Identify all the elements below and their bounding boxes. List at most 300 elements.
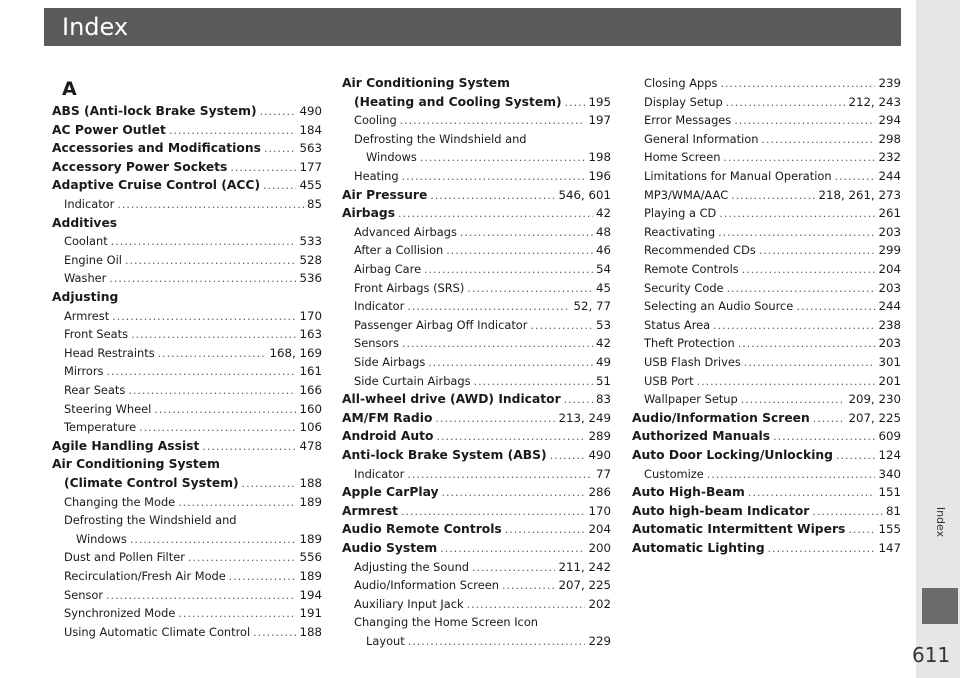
index-entry bbox=[64, 604, 322, 623]
index-entry-label: (Heating and Cooling System) bbox=[354, 94, 562, 109]
leader-dots bbox=[106, 586, 296, 605]
leader-dots bbox=[107, 362, 297, 381]
leader-dots bbox=[264, 139, 297, 158]
index-entry-page[interactable]: 177 bbox=[299, 159, 322, 174]
leader-dots bbox=[719, 204, 875, 223]
leader-dots bbox=[761, 130, 875, 149]
index-entry-label: Closing Apps bbox=[644, 76, 718, 90]
index-entry-page[interactable]: 201 bbox=[878, 373, 901, 388]
index-entry-label: Recirculation/Fresh Air Mode bbox=[64, 569, 226, 583]
index-entry-label: Windows bbox=[366, 150, 417, 165]
leader-dots bbox=[202, 437, 296, 456]
index-entry bbox=[644, 223, 901, 242]
index-entry-page[interactable]: 48 bbox=[595, 224, 611, 239]
leader-dots bbox=[812, 502, 883, 521]
index-entry bbox=[354, 167, 611, 186]
leader-dots bbox=[530, 316, 593, 335]
index-entry-page[interactable]: 124 bbox=[878, 448, 901, 462]
index-entry-label: Automatic Intermittent Wipers bbox=[632, 522, 846, 537]
index-entry-label: Android Auto bbox=[342, 429, 434, 444]
index-entry bbox=[632, 427, 901, 446]
index-entry-label: Sensors bbox=[354, 336, 399, 351]
index-entry-page[interactable]: 211, 242 bbox=[558, 559, 611, 574]
index-entry-label: Wallpaper Setup bbox=[644, 392, 738, 407]
index-entry bbox=[644, 465, 901, 484]
header-bar bbox=[44, 8, 901, 46]
index-entry bbox=[52, 121, 322, 140]
index-entry bbox=[632, 539, 901, 558]
index-entry-page[interactable]: 209, 230 bbox=[848, 392, 901, 407]
index-entry-label: Indicator bbox=[354, 299, 405, 314]
index-entry bbox=[342, 502, 611, 521]
index-entry-label: Adjusting bbox=[52, 290, 119, 304]
index-entry-page[interactable]: 81 bbox=[885, 503, 901, 518]
index-entry bbox=[342, 539, 611, 558]
index-entry-page[interactable]: 196 bbox=[588, 169, 611, 183]
index-entry bbox=[64, 325, 322, 344]
index-entry bbox=[64, 548, 322, 567]
index-entry-label: Synchronized Mode bbox=[64, 606, 176, 621]
index-entry-label: Dust and Pollen Filter bbox=[64, 550, 185, 565]
index-entry-page[interactable]: 160 bbox=[299, 401, 322, 416]
index-entry-page[interactable]: 204 bbox=[588, 522, 611, 537]
leader-dots bbox=[720, 74, 875, 93]
leader-dots bbox=[242, 474, 297, 493]
index-entry-label: Reactivating bbox=[644, 224, 716, 239]
index-entry bbox=[644, 186, 901, 205]
index-entry-label: Passenger Airbag Off Indicator bbox=[354, 317, 528, 332]
index-entry-page[interactable]: 188 bbox=[299, 624, 322, 639]
index-entry-label: Apple CarPlay bbox=[342, 485, 439, 500]
leader-dots bbox=[472, 558, 555, 577]
index-entry-page[interactable]: 455 bbox=[299, 178, 322, 193]
index-entry-page[interactable]: 294 bbox=[878, 113, 901, 128]
index-entry-label: Heating bbox=[354, 169, 399, 183]
index-entry-label: USB Flash Drives bbox=[644, 355, 741, 369]
side-tab-label: Index bbox=[934, 506, 947, 538]
index-entry bbox=[644, 260, 901, 279]
index-entry-page[interactable]: 42 bbox=[595, 206, 611, 221]
index-entry-label: Recommended CDs bbox=[644, 243, 756, 258]
index-entry-page[interactable]: 490 bbox=[588, 448, 611, 462]
index-entry bbox=[342, 390, 611, 409]
leader-dots bbox=[128, 381, 296, 400]
index-entry bbox=[644, 111, 901, 130]
index-entry-label: Authorized Manuals bbox=[632, 429, 771, 444]
index-entry-label: AC Power Outlet bbox=[52, 122, 166, 137]
index-entry bbox=[644, 297, 901, 316]
index-entry bbox=[52, 139, 322, 158]
index-entry bbox=[76, 530, 322, 549]
index-entry-page[interactable]: 191 bbox=[299, 606, 322, 621]
index-entry-label: Security Code bbox=[644, 280, 724, 295]
index-entry bbox=[644, 148, 901, 167]
index-entry-page[interactable]: 563 bbox=[299, 141, 322, 156]
index-entry-page[interactable]: 229 bbox=[588, 634, 611, 648]
index-entry-label: Home Screen bbox=[644, 150, 721, 165]
index-entry bbox=[64, 567, 322, 586]
leader-dots bbox=[401, 502, 585, 521]
index-entry bbox=[52, 214, 322, 233]
leader-dots bbox=[741, 390, 846, 409]
index-entry-page[interactable]: 52, 77 bbox=[573, 299, 611, 314]
index-entry-label: Armrest bbox=[342, 503, 398, 518]
leader-dots bbox=[726, 93, 846, 112]
index-entry-page[interactable]: 163 bbox=[299, 327, 322, 342]
index-entry bbox=[354, 241, 611, 260]
index-entry-page[interactable]: 168, 169 bbox=[269, 345, 322, 360]
index-entry-label: After a Collision bbox=[354, 243, 444, 258]
leader-dots bbox=[178, 493, 296, 512]
index-entry-label: Audio Remote Controls bbox=[342, 522, 502, 537]
index-entry-page[interactable]: 188 bbox=[299, 476, 322, 490]
index-entry-page[interactable]: 528 bbox=[299, 252, 322, 267]
index-entry bbox=[52, 102, 322, 121]
index-entry-label: Indicator bbox=[64, 197, 115, 211]
index-entry-label: Air Conditioning System bbox=[52, 457, 220, 472]
leader-dots bbox=[460, 223, 593, 242]
index-entry-page[interactable]: 85 bbox=[306, 197, 322, 211]
leader-dots bbox=[229, 567, 297, 586]
index-entry-label: Using Automatic Climate Control bbox=[64, 624, 251, 639]
leader-dots bbox=[474, 372, 593, 391]
index-entry bbox=[644, 204, 901, 223]
index-entry bbox=[354, 353, 611, 372]
index-entry-page[interactable]: 77 bbox=[595, 466, 611, 481]
index-entry-label: Customize bbox=[644, 466, 704, 481]
leader-dots bbox=[773, 427, 875, 446]
index-entry-page[interactable]: 202 bbox=[588, 596, 611, 611]
leader-dots bbox=[718, 223, 875, 242]
leader-dots bbox=[742, 260, 876, 279]
index-entry-page[interactable]: 536 bbox=[299, 271, 322, 286]
index-entry-label: Rear Seats bbox=[64, 383, 126, 397]
index-entry-label: Side Airbags bbox=[354, 355, 426, 369]
index-entry-page[interactable]: 490 bbox=[299, 104, 322, 118]
index-entry-page[interactable]: 189 bbox=[299, 531, 322, 546]
index-entry-label: Auto High-Beam bbox=[632, 485, 745, 500]
index-entry bbox=[644, 316, 901, 335]
leader-dots bbox=[744, 353, 876, 372]
index-entry-page[interactable]: 189 bbox=[299, 494, 322, 509]
leader-dots bbox=[158, 344, 267, 363]
index-entry bbox=[64, 251, 322, 270]
index-entry bbox=[342, 204, 611, 223]
index-entry-label: Windows bbox=[76, 531, 127, 546]
index-entry-label: Error Messages bbox=[644, 113, 732, 128]
leader-dots bbox=[467, 279, 593, 298]
index-entry-label: Adaptive Cruise Control (ACC) bbox=[52, 178, 261, 193]
index-entry-label: Armrest bbox=[64, 308, 110, 323]
index-entry bbox=[342, 74, 611, 93]
leader-dots bbox=[109, 269, 296, 288]
index-entry-label: Audio/Information Screen bbox=[354, 578, 499, 593]
leader-dots bbox=[707, 465, 876, 484]
index-entry-page[interactable]: 299 bbox=[878, 243, 901, 258]
index-entry-label: Sensor bbox=[64, 587, 104, 602]
leader-dots bbox=[125, 251, 297, 270]
leader-dots bbox=[440, 539, 585, 558]
index-entry bbox=[64, 474, 322, 493]
leader-dots bbox=[697, 372, 876, 391]
index-entry-page[interactable]: 533 bbox=[299, 234, 322, 249]
leader-dots bbox=[117, 195, 304, 214]
index-entry-page[interactable]: 83 bbox=[595, 392, 611, 407]
index-entry bbox=[354, 558, 611, 577]
index-entry-page[interactable]: 213, 249 bbox=[558, 410, 611, 425]
leader-dots bbox=[836, 446, 875, 465]
index-entry bbox=[354, 595, 611, 614]
index-entry-page[interactable]: 195 bbox=[588, 94, 611, 109]
index-entry-label: Airbags bbox=[342, 206, 396, 221]
leader-dots bbox=[402, 167, 586, 186]
leader-dots bbox=[723, 148, 875, 167]
leader-dots bbox=[424, 260, 593, 279]
index-entry-label: Accessory Power Sockets bbox=[52, 159, 228, 174]
index-entry-page[interactable]: 42 bbox=[595, 336, 611, 351]
index-entry-page[interactable]: 340 bbox=[878, 466, 901, 481]
index-entry bbox=[354, 111, 611, 130]
index-entry bbox=[644, 241, 901, 260]
index-entry-page[interactable]: 244 bbox=[878, 169, 901, 183]
leader-dots bbox=[768, 539, 876, 558]
leader-dots bbox=[738, 334, 876, 353]
leader-dots bbox=[230, 158, 296, 177]
index-entry-page[interactable]: 212, 243 bbox=[848, 94, 901, 109]
index-entry bbox=[354, 279, 611, 298]
leader-dots bbox=[131, 325, 296, 344]
index-entry-page[interactable]: 244 bbox=[878, 299, 901, 314]
index-entry-page[interactable]: 166 bbox=[299, 383, 322, 397]
index-entry-page[interactable]: 53 bbox=[595, 317, 611, 332]
index-entry bbox=[64, 381, 322, 400]
index-entry-label: Playing a CD bbox=[644, 206, 717, 221]
index-entry-label: Changing the Home Screen Icon bbox=[354, 615, 539, 630]
leader-dots bbox=[446, 241, 593, 260]
index-entry-page[interactable]: 155 bbox=[878, 522, 901, 537]
leader-dots bbox=[111, 232, 297, 251]
index-entry-page[interactable]: 239 bbox=[878, 76, 901, 90]
index-entry-page[interactable]: 298 bbox=[878, 131, 901, 146]
leader-dots bbox=[420, 148, 586, 167]
index-entry bbox=[64, 307, 322, 326]
index-entry bbox=[644, 390, 901, 409]
index-entry-page[interactable]: 45 bbox=[595, 280, 611, 295]
index-entry-label: Auto high-beam Indicator bbox=[632, 503, 810, 518]
index-entry bbox=[64, 493, 322, 512]
index-entry-label: Indicator bbox=[354, 466, 405, 481]
leader-dots bbox=[731, 186, 815, 205]
section-letter: A bbox=[62, 78, 77, 100]
leader-dots bbox=[748, 483, 876, 502]
index-entry-page[interactable]: 301 bbox=[878, 355, 901, 369]
index-entry bbox=[644, 130, 901, 149]
leader-dots bbox=[400, 111, 586, 130]
index-entry-label: Washer bbox=[64, 271, 107, 286]
leader-dots bbox=[178, 604, 296, 623]
leader-dots bbox=[796, 297, 875, 316]
index-entry-label: Steering Wheel bbox=[64, 401, 152, 416]
leader-dots bbox=[848, 520, 875, 539]
index-entry bbox=[354, 576, 611, 595]
leader-dots bbox=[713, 316, 875, 335]
index-entry bbox=[354, 372, 611, 391]
index-entry-label: ABS (Anti-lock Brake System) bbox=[52, 104, 257, 118]
index-entry-page[interactable]: 286 bbox=[588, 485, 611, 500]
index-entry bbox=[644, 353, 901, 372]
leader-dots bbox=[759, 241, 876, 260]
leader-dots bbox=[407, 297, 570, 316]
index-entry bbox=[64, 511, 322, 530]
index-entry bbox=[64, 400, 322, 419]
index-entry-page[interactable]: 232 bbox=[878, 150, 901, 165]
index-entry-label: Advanced Airbags bbox=[354, 224, 457, 239]
index-entry-page[interactable]: 546, 601 bbox=[558, 187, 611, 202]
index-entry bbox=[354, 316, 611, 335]
index-entry-page[interactable]: 203 bbox=[878, 224, 901, 239]
index-entry-label: Airbag Care bbox=[354, 262, 422, 276]
index-entry-page[interactable]: 200 bbox=[588, 541, 611, 555]
leader-dots bbox=[112, 307, 296, 326]
leader-dots bbox=[442, 483, 586, 502]
index-entry-page[interactable]: 203 bbox=[878, 280, 901, 295]
index-entry-page[interactable]: 161 bbox=[299, 364, 322, 379]
index-entry-page[interactable]: 609 bbox=[878, 429, 901, 444]
index-entry-page[interactable]: 151 bbox=[878, 485, 901, 500]
index-entry-page[interactable]: 106 bbox=[299, 420, 322, 435]
index-entry-label: Auxiliary Input Jack bbox=[354, 596, 464, 611]
index-entry-label: Front Airbags (SRS) bbox=[354, 280, 465, 295]
page-title: Index bbox=[62, 13, 129, 41]
index-entry-page[interactable]: 478 bbox=[299, 438, 322, 453]
index-entry-label: Anti-lock Brake System (ABS) bbox=[342, 448, 547, 462]
index-entry-label: Audio/Information Screen bbox=[632, 410, 810, 425]
index-entry-page[interactable]: 189 bbox=[299, 569, 322, 583]
index-entry bbox=[354, 465, 611, 484]
index-entry bbox=[342, 520, 611, 539]
index-entry-label: Adjusting the Sound bbox=[354, 559, 470, 574]
index-entry bbox=[644, 93, 901, 112]
index-entry bbox=[366, 632, 611, 651]
index-entry bbox=[64, 269, 322, 288]
index-entry bbox=[64, 418, 322, 437]
index-entry-label: Air Conditioning System bbox=[342, 76, 510, 90]
index-entry bbox=[632, 520, 901, 539]
index-entry bbox=[632, 446, 901, 465]
index-entry-page[interactable]: 238 bbox=[878, 317, 901, 332]
index-entry-page[interactable]: 184 bbox=[299, 122, 322, 137]
index-entry bbox=[644, 372, 901, 391]
index-entry-label: All-wheel drive (AWD) Indicator bbox=[342, 392, 561, 407]
index-entry bbox=[632, 483, 901, 502]
index-entry bbox=[354, 334, 611, 353]
index-entry bbox=[342, 427, 611, 446]
leader-dots bbox=[502, 576, 556, 595]
index-entry-page[interactable]: 207, 225 bbox=[848, 410, 901, 425]
index-entry bbox=[64, 362, 322, 381]
index-entry bbox=[644, 74, 901, 93]
index-entry bbox=[342, 446, 611, 465]
leader-dots bbox=[734, 111, 875, 130]
index-entry bbox=[644, 167, 901, 186]
leader-dots bbox=[436, 427, 585, 446]
index-entry-page[interactable]: 556 bbox=[299, 550, 322, 565]
index-entry-label: Audio System bbox=[342, 541, 438, 555]
index-entry-label: General Information bbox=[644, 131, 759, 146]
leader-dots bbox=[467, 595, 586, 614]
index-entry-label: Theft Protection bbox=[644, 336, 735, 351]
index-entry bbox=[354, 130, 611, 149]
leader-dots bbox=[813, 409, 846, 428]
index-entry-label: Defrosting the Windshield and bbox=[354, 131, 527, 146]
index-entry-page[interactable]: 204 bbox=[878, 262, 901, 276]
index-entry-page[interactable]: 147 bbox=[878, 541, 901, 555]
index-entry-label: Changing the Mode bbox=[64, 494, 176, 509]
leader-dots bbox=[550, 446, 586, 465]
index-entry-label: Limitations for Manual Operation bbox=[644, 169, 832, 183]
index-entry-page[interactable]: 51 bbox=[595, 373, 611, 388]
index-entry-page[interactable]: 194 bbox=[299, 587, 322, 602]
index-entry bbox=[52, 437, 322, 456]
index-entry-page[interactable]: 261 bbox=[878, 206, 901, 221]
side-tab-marker bbox=[922, 588, 958, 624]
index-entry-label: Mirrors bbox=[64, 364, 104, 379]
index-entry-label: Automatic Lighting bbox=[632, 541, 765, 555]
index-entry-page[interactable]: 46 bbox=[595, 243, 611, 258]
index-entry bbox=[64, 232, 322, 251]
leader-dots bbox=[428, 353, 593, 372]
index-entry-page[interactable]: 54 bbox=[595, 262, 611, 276]
index-entry-page[interactable]: 218, 261, 273 bbox=[818, 187, 901, 202]
index-entry-label: Layout bbox=[366, 634, 405, 648]
leader-dots bbox=[727, 279, 876, 298]
index-entry-page[interactable]: 49 bbox=[595, 355, 611, 369]
leader-dots bbox=[263, 176, 296, 195]
leader-dots bbox=[253, 623, 296, 642]
index-entry bbox=[354, 613, 611, 632]
leader-dots bbox=[564, 390, 593, 409]
leader-dots bbox=[835, 167, 876, 186]
index-entry-page[interactable]: 289 bbox=[588, 429, 611, 444]
index-entry bbox=[354, 297, 611, 316]
index-entry-label: Agile Handling Assist bbox=[52, 438, 200, 453]
leader-dots bbox=[398, 204, 593, 223]
index-entry-page[interactable]: 207, 225 bbox=[558, 578, 611, 593]
leader-dots bbox=[430, 186, 555, 205]
index-entry-label: Remote Controls bbox=[644, 262, 739, 276]
leader-dots bbox=[505, 520, 586, 539]
index-entry-page[interactable]: 170 bbox=[588, 503, 611, 518]
index-entry bbox=[632, 502, 901, 521]
index-entry bbox=[366, 148, 611, 167]
index-entry-page[interactable]: 170 bbox=[299, 308, 322, 323]
leader-dots bbox=[154, 400, 296, 419]
index-entry bbox=[64, 344, 322, 363]
index-entry-label: Defrosting the Windshield and bbox=[64, 513, 237, 528]
index-entry-page[interactable]: 197 bbox=[588, 113, 611, 128]
index-entry-page[interactable]: 198 bbox=[588, 150, 611, 165]
index-entry bbox=[52, 455, 322, 474]
leader-dots bbox=[565, 93, 586, 112]
index-entry bbox=[644, 334, 901, 353]
index-entry bbox=[64, 586, 322, 605]
index-entry bbox=[64, 195, 322, 214]
index-entry-label: (Climate Control System) bbox=[64, 476, 239, 490]
index-entry-label: Temperature bbox=[64, 420, 137, 435]
index-entry bbox=[52, 158, 322, 177]
index-entry-label: Cooling bbox=[354, 113, 397, 128]
index-entry-page[interactable]: 203 bbox=[878, 336, 901, 351]
